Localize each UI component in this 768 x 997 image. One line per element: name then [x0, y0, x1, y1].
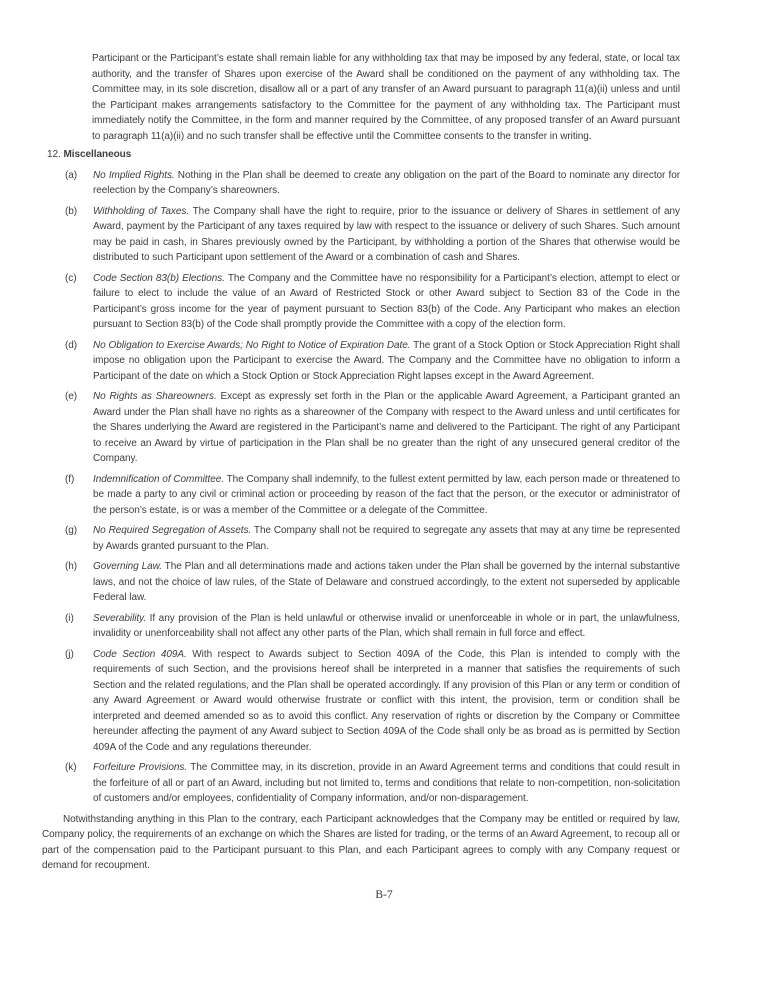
item-text: The Committee may, in its discretion, provide in an Award Agreement terms and conditions that could result in the forfeiture of all or part of an Award, including but not limited to, terms and conditions that relate to non-competition, non-solicitation of customers and/or employees, confidentiality of Company information, and/or non-disparagement. — [93, 762, 680, 804]
item-label: (j) — [65, 648, 74, 660]
item-text: The Company shall not be required to segregate any assets that may at any time be represented by Awards granted pursuant to the Plan. — [93, 525, 681, 552]
item-lead: Governing Law. — [93, 561, 162, 572]
item-text: The Plan and all determinations made and actions taken under the Plan shall be governed by the internal substantive laws, and not the choice of law rules, of the State of Delaware and construed accordingly, to the extent not superseded by applicable Federal law. — [93, 561, 680, 603]
list-item-i — [42, 611, 680, 642]
item-lead: Code Section 83(b) Elections. — [93, 272, 225, 284]
item-label: (f) — [65, 473, 75, 485]
list-item-g — [42, 523, 680, 554]
list-item-c — [42, 271, 680, 333]
item-lead: Code Section 409A. — [93, 648, 187, 660]
item-lead: Forfeiture Provisions. — [93, 762, 188, 773]
item-text: The Company and the Committee have no responsibility for a Participant’s election, attempt to elect or failure to elect to include the value of an Award of Restricted Stock or other Award subject to Section 83 of the Code in the Participant’s gross income for the year of payment pursuant to Section 83(b) of the Code. Any Participant who makes an election pursuant to Section 83(b) of the Code shall promptly provide the Committee with a copy of the election form. — [93, 272, 680, 330]
item-text: Nothing in the Plan shall be deemed to create any obligation on the part of the Board to nominate any director for reelection by the Company’s shareowners. — [93, 169, 680, 196]
list-item-d — [42, 338, 680, 385]
item-text: The grant of a Stock Option or Stock Appreciation Right shall impose no obligation upon the Participant to exercise the Award. The Company and the Committee have no obligation to inform a Participant of the date on which a Stock Option or Stock Appreciation Right lapses except in the Award Agreement. — [93, 339, 680, 382]
item-text: Except as expressly set forth in the Plan or the applicable Award Agreement, a Participant granted an Award under the Plan shall have no rights as a shareowner of the Company with respect to the Award unless and until certificates for the Shares underlying the Award are registered in the Participant’s name and delivered to the Participant. The right of any Participant to receive an Award by virtue of participation in the Plan shall be no greater than the right of any unsecured general creditor of the Company. — [93, 391, 680, 464]
item-lead: Severability. — [93, 612, 147, 624]
section-heading — [47, 147, 680, 163]
intro-paragraph: Participant or the Participant’s estate shall remain liable for any withholding tax that may be imposed by any federal, state, or local tax authority, and the transfer of Shares upon exercise of the Award shall be conditioned on the payment of any withholding tax. The Committee may, in its sole discretion, disallow all or a part of any transfer of an Award pursuant to paragraph 11(a)(ii) unless and until the Participant makes arrangements satisfactory to the Committee for the payment of any withholding tax. The Participant must immediately notify the Committee, in the form and manner required by the Committee, of any proposed transfer of an Award pursuant to paragraph 11(a)(ii) and no such transfer shall be effective until the Committee consents to the transfer in writing. — [92, 53, 680, 142]
list-item-b — [42, 204, 680, 266]
list-item-j — [42, 647, 680, 756]
item-label: (k) — [65, 762, 77, 773]
item-text: The Company shall indemnify, to the fullest extent permitted by law, each person made or threatened to be made a party to any civil or criminal action or proceeding by reason of the fact that the person, or the executor or administrator of the person’s estate, is or was a member of the Committee or a delegate of the Committee. — [93, 473, 680, 516]
item-label: (d) — [65, 339, 78, 351]
list-item-a — [42, 168, 680, 199]
page-number: B-7 — [375, 888, 393, 901]
item-text: The Company shall have the right to require, prior to the issuance or delivery of Shares in settlement of any Award, payment by the Participant of any taxes required by law with respect to the issuance or delivery of such Shares. Such amount may be paid in cash, in Shares previously owned by the Participant, by withholding a portion of the Shares that otherwise would be distributed to such Participant upon settlement of the Award or a combination of cash and Shares. — [93, 205, 681, 263]
item-label: (a) — [65, 169, 78, 181]
item-label: (i) — [65, 612, 74, 624]
item-lead: No Required Segregation of Assets. — [93, 525, 252, 536]
item-text: With respect to Awards subject to Section 409A of the Code, this Plan is intended to comply with the requirements of such Section, and the provisions hereof shall be interpreted in a manner that satisfies the requirements of such Section and the related regulations, and the Plan shall be operated accordingly. If any provision of this Plan or any term or condition of any Award Agreement or Award would otherwise frustrate or conflict with this intent, the provision, term or condition shall be interpreted and deemed amended so as to avoid this conflict. Any reservation of rights or discretion by the Company or Committee hereunder affecting the payment of any Award subject to Section 409A of the Code shall only be as broad as is permitted by Section 409A of the Code and any regulations thereunder. — [93, 648, 680, 753]
item-text: If any provision of the Plan is held unlawful or otherwise invalid or unenforceable in whole or in part, the unlawfulness, invalidity or unenforceability shall not affect any other parts of the Plan, which shall remain in full force and effect. — [93, 612, 680, 639]
item-label: (g) — [65, 525, 78, 536]
section-title: Miscellaneous — [63, 149, 132, 160]
list-item-f — [42, 472, 680, 519]
item-label: (e) — [65, 391, 78, 402]
item-lead: No Rights as Shareowners. — [93, 391, 217, 402]
item-lead: No Obligation to Exercise Awards; No Right to Notice of Expiration Date. — [93, 339, 411, 351]
item-label: (c) — [65, 272, 77, 284]
list-item-k — [42, 760, 680, 807]
item-label: (b) — [65, 205, 78, 217]
closing-paragraph: Notwithstanding anything in this Plan to the contrary, each Participant acknowledges that the Company may be entitled or required by law, Company policy, the requirements of an exchange on which the Shares are listed for trading, or the terms of an Award Agreement, to recoup all or part of the compensation paid to the Participant pursuant to this Plan, and each Participant agrees to comply with any Company request or demand for recoupment. — [42, 813, 680, 871]
list-item-e — [42, 389, 680, 467]
list-item-h — [42, 559, 680, 606]
section-number: 12. — [47, 149, 61, 160]
item-lead: Indemnification of Committee. — [93, 473, 224, 485]
item-lead: No Implied Rights. — [93, 169, 175, 181]
item-lead: Withholding of Taxes. — [93, 205, 190, 217]
item-label: (h) — [65, 561, 78, 572]
